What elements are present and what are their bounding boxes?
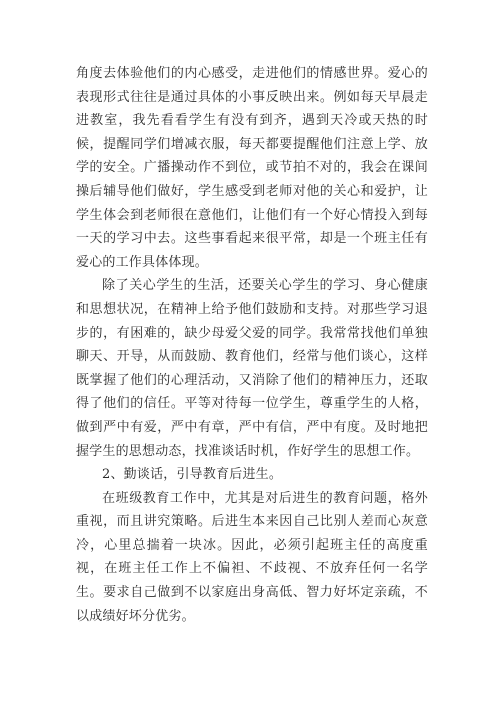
paragraph-2: 除了关心学生的生活，还要关心学生的学习、身心健康和思想状况，在精神上给予他们鼓励和支持。对那些学习退步的，有困难的，缺少母爱父爱的同学。我常常找他们单独聊天、开导，从而鼓励、教育他们，经常与他们谈心，这样既掌握了他们的心理活动，又消除了他们的精神压力，还取得了他们的信任。平等对待每一位学生，尊重学生的人格，做到严中有爱，严中有章，严中有信，严中有度。及时地把握学生的思想动态，找准谈话时机，作好学生的思想工作。 (76, 278, 428, 459)
paragraph-3: 在班级教育工作中，尤其是对后进生的教育问题，格外重视，而且讲究策略。后进生本来因自己比别人差而心灰意冷，心里总揣着一块冰。因此，必须引起班主任的高度重视，在班主任工作上不偏袒、不歧视、不放弃任何一名学生。要求自己做到不以家庭出身高低、智力好坏定亲疏，不以成绩好坏分优劣。 (76, 490, 428, 624)
document-body (76, 62, 428, 628)
paragraph-1: 角度去体验他们的内心感受，走进他们的情感世界。爱心的表现形式往往是通过具体的小事反映出来。例如每天早晨走进教室，我先看看学生有没有到齐，遇到天冷或天热的时候，提醒同学们增减衣服，每天都要提醒他们注意上学、放学的安全。广播操动作不到位，或节拍不对的，我会在课间操后辅导他们做好，学生感受到老师对他的关心和爱护，让学生体会到老师很在意他们，让他们有一个好心情投入到每一天的学习中去。这些事看起来很平常，却是一个班主任有爱心的工作具体体现。 (76, 66, 428, 270)
section-heading: 2、勤谈话，引导教育后进生。 (102, 467, 283, 483)
